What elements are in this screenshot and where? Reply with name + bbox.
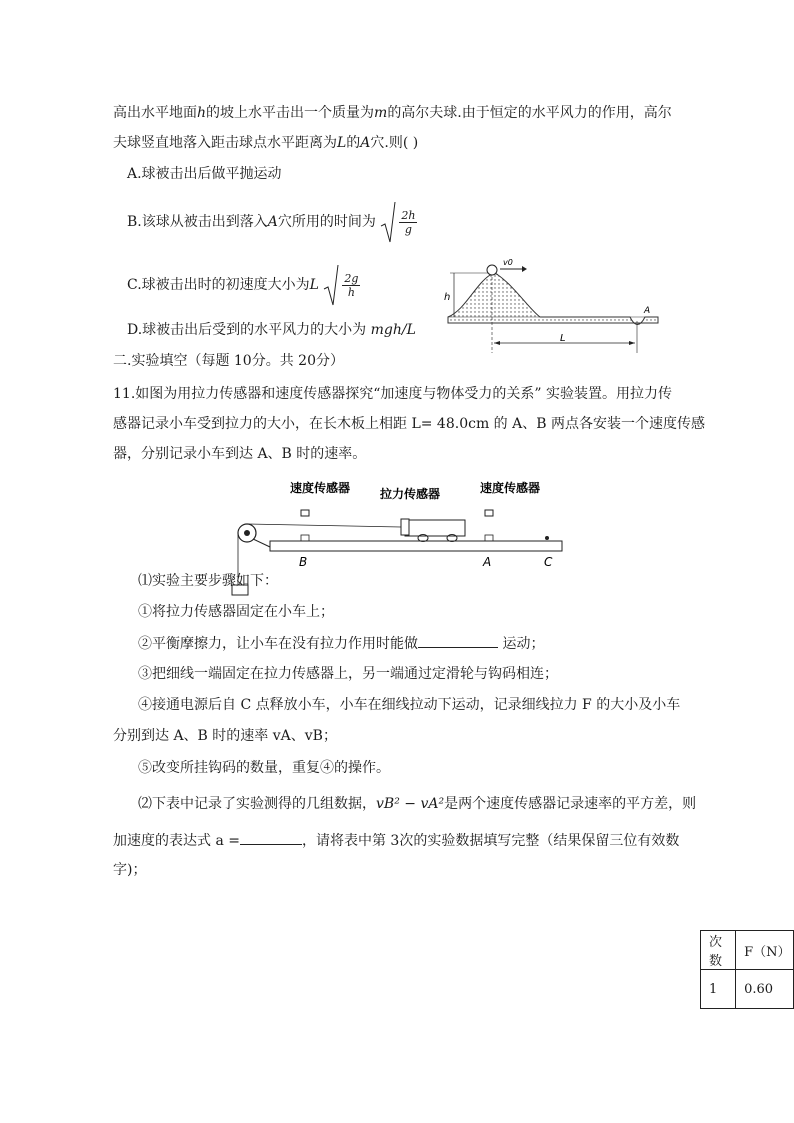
wind-force-expression: mgh/L [370, 322, 416, 338]
q10-line2 [113, 133, 418, 153]
text-fragment: ②平衡摩擦力，让小车在没有拉力作用时能做 [138, 636, 418, 652]
speed-sensor-b-icon [301, 510, 309, 516]
text-fragment: 的坡上水平击出一个质量为 [206, 105, 375, 121]
radical-icon [323, 263, 339, 307]
text-fragment: 加速度的表达式 a = [113, 833, 240, 849]
q11-step4-line2: 分别到达 A、B 时的速率 vA、vB； [113, 728, 337, 744]
tension-sensor-label: 拉力传感器 [380, 487, 441, 501]
text-fragment: C.球被击出时的初速度大小为 [127, 277, 310, 293]
cart [405, 520, 465, 536]
acceleration-blank[interactable] [240, 830, 302, 845]
text-fragment: D.球被击出后受到的水平风力的大小为 [127, 322, 367, 338]
q10-option-a: A.球被击出后做平抛运动 [127, 166, 282, 182]
velocity-square-difference: vB² − vA² [376, 796, 445, 812]
hole-a-label: A [644, 306, 651, 316]
var-m: m [374, 105, 388, 121]
text-fragment: 穴.则( ) [370, 135, 419, 151]
var-L: L [309, 277, 319, 293]
speed-sensor-right-label: 速度传感器 [480, 481, 541, 495]
L-label: L [560, 333, 566, 344]
fraction-denominator: g [404, 222, 412, 236]
data-table [700, 930, 794, 1009]
q11-part2-line1 [138, 794, 696, 814]
text-fragment: 穴所用的时间为 [277, 214, 376, 230]
table-header-cell: F（N） [736, 931, 794, 970]
text-fragment: ⑵下表中记录了实验测得的几组数据， [138, 796, 376, 812]
q11-step-title: ⑴实验主要步骤如下： [138, 573, 278, 589]
var-h: h [197, 105, 207, 121]
fraction-denominator: h [347, 285, 355, 299]
speed-sensor-a-icon [485, 510, 493, 516]
table-header-cell: 次数 [701, 931, 736, 970]
q11-intro-line1: 11.如图为用拉力传感器和速度传感器探究“加速度与物体受力的关系” 实验装置。用拉力传 [113, 386, 673, 402]
answer-blank[interactable] [418, 633, 498, 648]
q11-intro-line3: 器，分别记录小车到达 A、B 时的速率。 [113, 446, 367, 462]
q10-option-c [127, 263, 363, 307]
radical-icon [380, 200, 396, 244]
q11-intro-line2: 感器记录小车受到拉力的大小，在长木板上相距 L= 48.0cm 的 A、B 两点各安装一个速度传感 [113, 416, 705, 432]
text-fragment: 高出水平地面 [113, 105, 197, 121]
speed-sensor-left-label: 速度传感器 [290, 481, 351, 495]
section-heading: 二.实验填空（每题 10分。共 20分） [113, 353, 344, 369]
text-fragment: 运动； [502, 636, 545, 652]
q11-step2 [138, 633, 544, 654]
point-c-label: C [544, 555, 553, 569]
string [247, 524, 401, 527]
sqrt-expression [380, 200, 420, 244]
var-L: L [337, 135, 347, 151]
table-header-row [701, 931, 794, 970]
table-cell: 0.60 [736, 970, 794, 1009]
q10-line1 [113, 103, 672, 123]
q10-option-b [127, 200, 420, 244]
var-A: A [267, 214, 278, 230]
q10-option-d [127, 320, 416, 340]
h-label: h [444, 292, 451, 303]
board [270, 541, 562, 551]
q11-step5: ⑤改变所挂钩码的数量，重复④的操作。 [138, 760, 390, 776]
fraction-numerator: 2h [401, 208, 416, 222]
sqrt-expression [323, 263, 363, 307]
q11-part2-line3: 字)； [113, 862, 147, 878]
q11-part2-line2 [113, 830, 679, 851]
text-fragment: B.该球从被击出到落入 [127, 214, 268, 230]
text-fragment: 的 [346, 135, 361, 151]
text-fragment: ，请将表中第 3次的实验数据填写完整（结果保留三位有效数 [301, 833, 680, 849]
point-b-label: B [299, 555, 308, 569]
text-fragment: 夫球竖直地落入距击球点水平距离为 [113, 135, 337, 151]
table-row [701, 970, 794, 1009]
v0-label: v0 [503, 258, 513, 267]
fraction-numerator: 2g [344, 271, 359, 285]
golf-ball-icon [487, 265, 497, 275]
q11-step3: ③把细线一端固定在拉力传感器上，另一端通过定滑轮与钩码相连； [138, 666, 558, 682]
text-fragment: 的高尔夫球.由于恒定的水平风力的作用，高尔 [387, 105, 672, 121]
table-cell: 1 [701, 970, 736, 1009]
tension-sensor-icon [401, 519, 409, 535]
point-a-label: A [483, 555, 492, 569]
q11-step1: ①将拉力传感器固定在小车上； [138, 604, 334, 620]
var-A: A [360, 135, 371, 151]
point-c-icon [545, 536, 549, 540]
text-fragment: 是两个速度传感器记录速率的平方差，则 [444, 796, 697, 812]
q11-step4-line1: ④接通电源后自 C 点释放小车，小车在细线拉动下运动，记录细线拉力 F 的大小及小车 [138, 697, 681, 713]
golf-hill-diagram [430, 255, 660, 355]
